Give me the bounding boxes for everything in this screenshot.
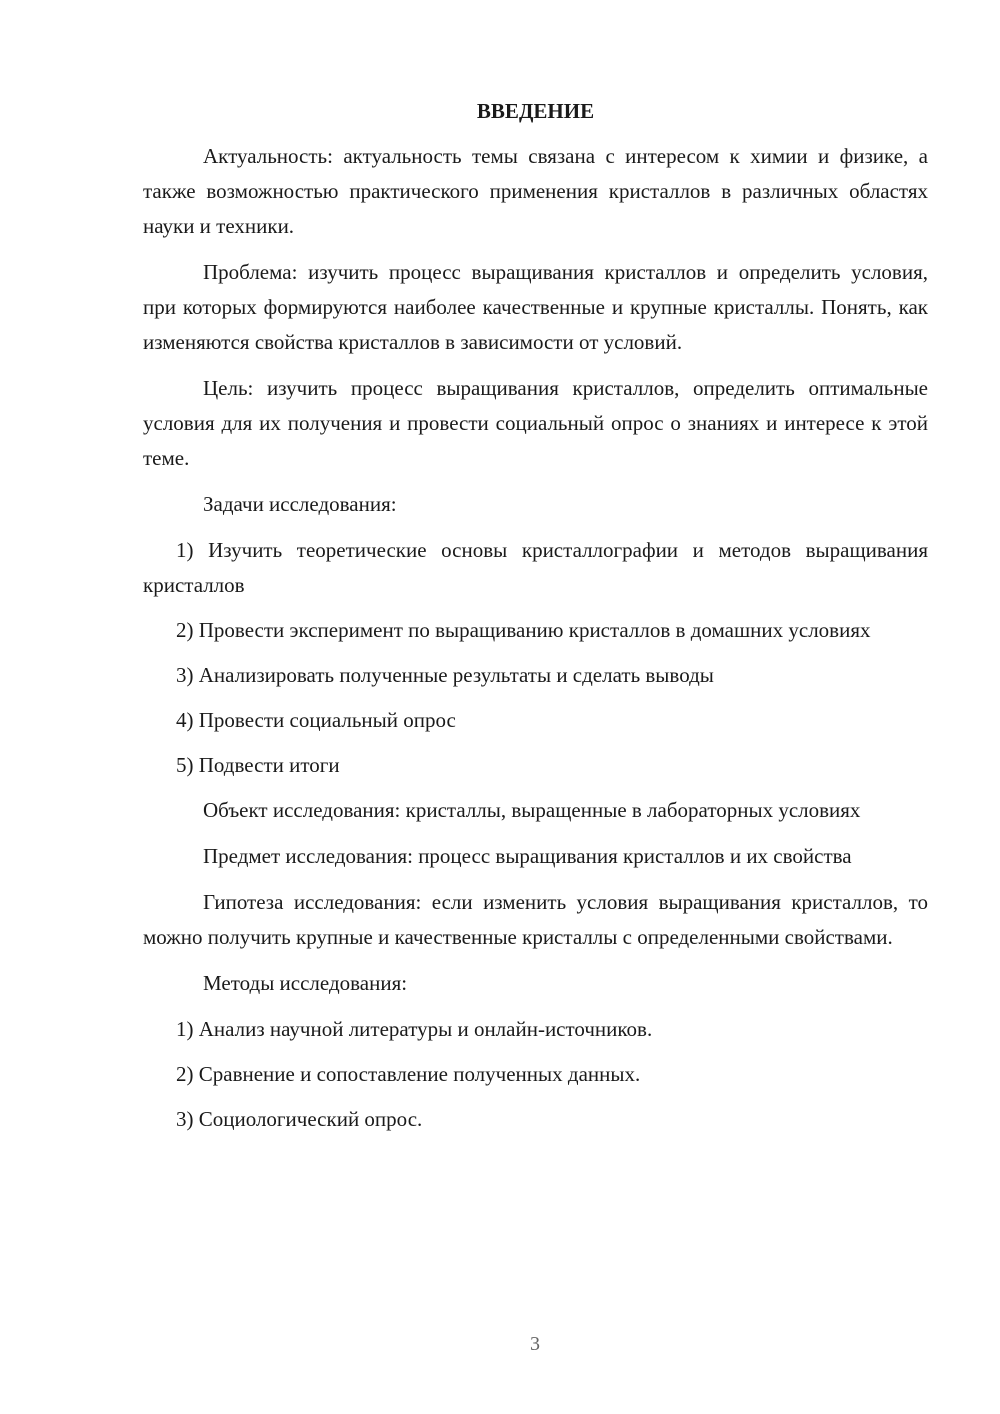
- relevance-paragraph: Актуальность: актуальность темы связана с интересом к химии и физике, а также возможностью практического применения кристаллов в различных областях науки и техники.: [143, 144, 928, 238]
- goal-paragraph: Цель: изучить процесс выращивания кристаллов, определить оптимальные условия для их получения и провести социальный опрос о знаниях и интересе к этой теме.: [143, 376, 928, 470]
- section-title: ВВЕДЕНИЕ: [476, 99, 595, 123]
- object-paragraph: Объект исследования: кристаллы, выращенные в лабораторных условиях: [203, 798, 861, 822]
- hypothesis-paragraph: Гипотеза исследования: если изменить условия выращивания кристаллов, то можно получить крупные и качественные кристаллы с определенными свойствами.: [143, 890, 928, 949]
- task-item: 1) Изучить теоретические основы кристаллографии и методов выращивания кристаллов: [143, 538, 928, 597]
- tasks-heading: Задачи исследования:: [203, 492, 397, 516]
- method-item: 3) Социологический опрос.: [176, 1107, 423, 1131]
- subject-paragraph: Предмет исследования: процесс выращивания кристаллов и их свойства: [203, 844, 852, 868]
- page-content: [143, 94, 928, 1147]
- methods-heading: Методы исследования:: [203, 971, 408, 995]
- task-item: 3) Анализировать полученные результаты и сделать выводы: [176, 663, 714, 687]
- task-item: 4) Провести социальный опрос: [176, 708, 456, 732]
- method-item: 2) Сравнение и сопоставление полученных данных.: [176, 1062, 641, 1086]
- method-item: 1) Анализ научной литературы и онлайн-источников.: [176, 1017, 653, 1041]
- task-item: 5) Подвести итоги: [176, 753, 340, 777]
- page-number: 3: [530, 1333, 540, 1355]
- task-item: 2) Провести эксперимент по выращиванию кристаллов в домашних условиях: [176, 618, 871, 642]
- problem-paragraph: Проблема: изучить процесс выращивания кристаллов и определить условия, при которых формируются наиболее качественные и крупные кристаллы. Понять, как изменяются свойства кристаллов в зависимости от условий.: [143, 260, 928, 354]
